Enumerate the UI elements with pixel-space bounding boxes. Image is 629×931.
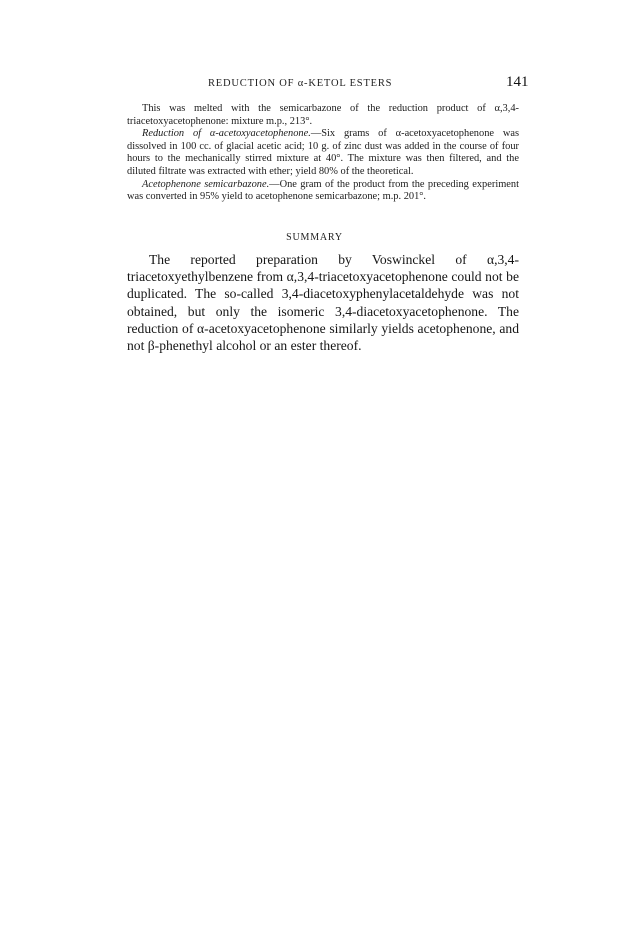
paragraph-semicarbazone: [127, 179, 519, 204]
page-number: 141: [506, 74, 529, 90]
paragraph-text: —One gram of the product from the preceding experiment was converted in 95% yield to acetophenone semicarbazone; m.p. 201°.: [127, 178, 519, 203]
summary-section: [127, 251, 519, 354]
paragraph-title: Acetophenone semicarbazone.: [142, 178, 270, 190]
paragraph-mixture-mp: [127, 103, 519, 128]
paragraph-text: This was melted with the semicarbazone of the reduction product of α,3,4-triacetoxyacetophenone: mixture m.p., 213°.: [127, 103, 519, 127]
paragraph-title: Reduction of α-acetoxyacetophenone.: [142, 128, 311, 140]
summary-heading: SUMMARY: [286, 232, 343, 243]
summary-paragraph: The reported preparation by Voswinckel of α,3,4-triacetoxyethylbenzene from α,3,4-triacetoxyacetophenone could not be duplicated. The so-called 3,4-diacetoxyphenylacetaldehyde was not obtained, but only the isomeric 3,4-diacetoxyacetophenone. The reduction of α-acetoxyacetophenone similarly yields acetophenone, and not β-phenethyl alcohol or an ester thereof.: [127, 252, 519, 354]
paragraph-reduction: [127, 128, 519, 178]
running-title: REDUCTION OF α-KETOL ESTERS: [208, 78, 393, 89]
running-head: [0, 74, 629, 94]
paragraph-text: —Six grams of α-acetoxyacetophenone was dissolved in 100 cc. of glacial acetic acid; 10 g. of zinc dust was added in the course of four hours to the mechanically stirred mixture at 40°. The mixture was then filtered, and the diluted filtrate was extracted with ether; yield 80% of the theoretical.: [127, 128, 520, 177]
experimental-section: [127, 103, 519, 204]
